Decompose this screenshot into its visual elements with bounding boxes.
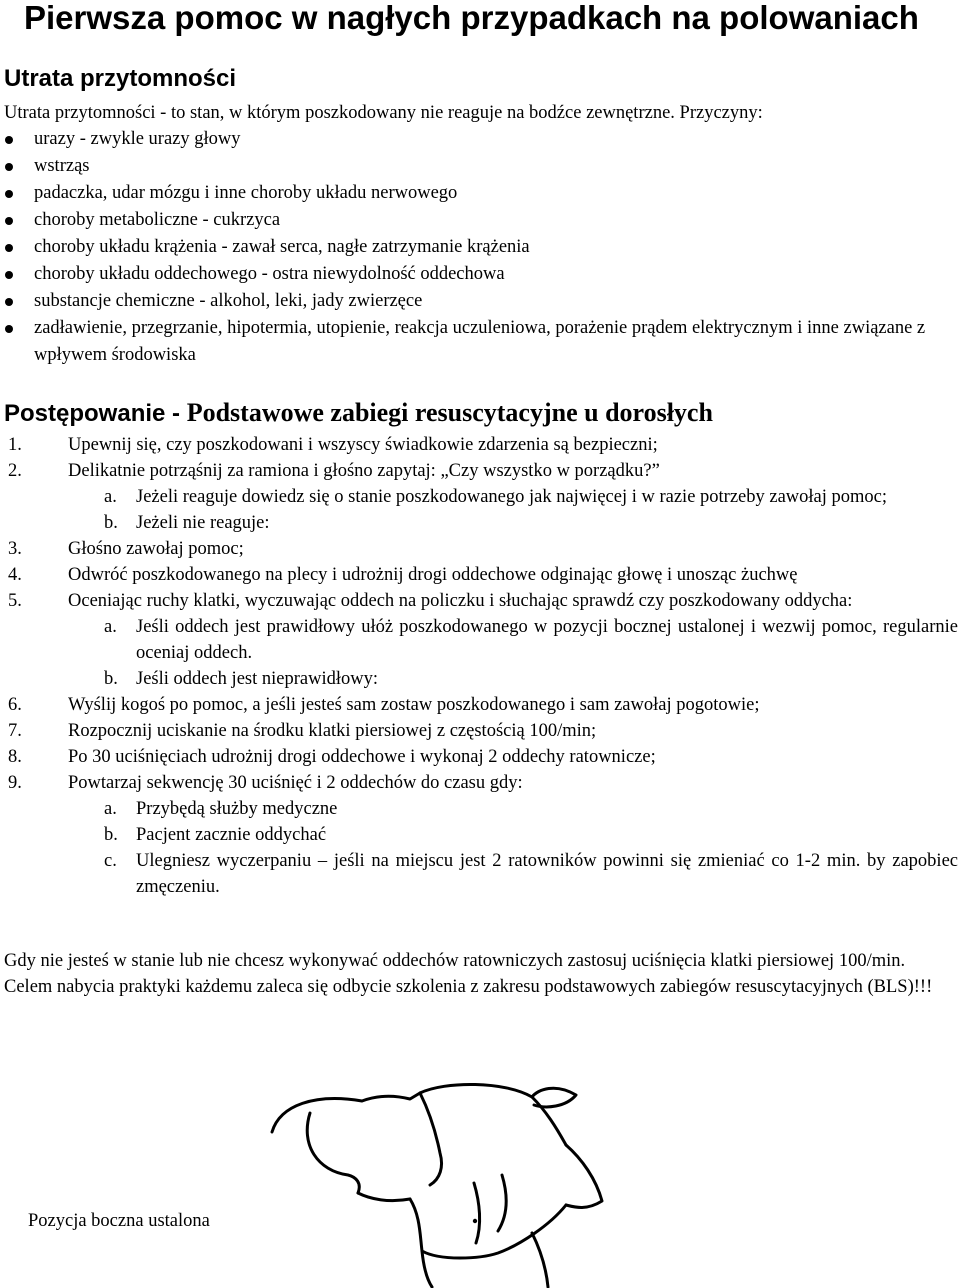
step-number: 4. <box>8 565 22 585</box>
section-heading-procedure <box>4 396 713 431</box>
cause-list-item: choroby układu krążenia - zawał serca, nagłe zatrzymanie krążenia <box>0 234 960 261</box>
cause-list-item: substancje chemiczne - alkohol, leki, jady zwierzęce <box>0 288 960 315</box>
procedure-step <box>0 588 960 614</box>
substep-letter: a. <box>104 617 117 637</box>
step-number: 3. <box>8 539 22 559</box>
note-paragraph: Celem nabycia praktyki każdemu zaleca się odbycie szkolenia z zakresu podstawowych zabiegów resuscytacyjnych (BLS)!!! <box>4 977 933 997</box>
procedure-substep <box>0 666 960 692</box>
procedure-substep <box>0 848 960 900</box>
substep-letter: c. <box>104 851 117 871</box>
step-text: Oceniając ruchy klatki, wyczuwając oddech na policzku i słuchając sprawdź czy poszkodowany oddycha: <box>68 591 853 611</box>
procedure-step <box>0 744 960 770</box>
cause-list-item: wstrząs <box>0 153 960 180</box>
procedure-steps-list <box>0 432 960 900</box>
procedure-substep <box>0 614 960 666</box>
substep-letter: b. <box>104 513 118 533</box>
heading-prefix: Postępowanie - <box>4 400 187 427</box>
causes-list <box>0 126 960 369</box>
substep-text: Jeżeli reaguje dowiedz się o stanie poszkodowanego jak najwięcej i w razie potrzeby zawołaj pomoc; <box>136 487 888 507</box>
substep-letter: b. <box>104 669 118 689</box>
step-text: Głośno zawołaj pomoc; <box>68 539 244 559</box>
substep-letter: a. <box>104 799 117 819</box>
step-number: 1. <box>8 435 22 455</box>
procedure-step <box>0 770 960 796</box>
step-number: 7. <box>8 721 22 741</box>
step-number: 2. <box>8 461 22 481</box>
notes-block <box>4 948 958 1000</box>
step-number: 6. <box>8 695 22 715</box>
procedure-step <box>0 536 960 562</box>
cause-list-item: choroby układu oddechowego - ostra niewydolność oddechowa <box>0 261 960 288</box>
recovery-position-illustration <box>270 1075 960 1288</box>
procedure-substep <box>0 484 960 510</box>
heading-bold: Podstawowe zabiegi resuscytacyjne u dorosłych <box>186 398 713 427</box>
page-title: Pierwsza pomoc w nagłych przypadkach na polowaniach <box>24 0 919 36</box>
step-text: Odwróć poszkodowanego na plecy i udrożnij drogi oddechowe odginając głowę i unosząc żuchwę <box>68 565 798 585</box>
figure-caption: Pozycja boczna ustalona <box>28 1211 210 1231</box>
substep-text: Ulegniesz wyczerpaniu – jeśli na miejscu jest 2 ratowników powinni się zmieniać co 1-2 min. by zapobiec zmęczeniu. <box>136 851 958 897</box>
step-text: Po 30 uciśnięciach udrożnij drogi oddechowe i wykonaj 2 oddechy ratownicze; <box>68 747 656 767</box>
substep-text: Pacjent zacznie oddychać <box>136 825 327 845</box>
step-text: Upewnij się, czy poszkodowani i wszyscy świadkowie zdarzenia są bezpieczni; <box>68 435 658 455</box>
procedure-substep <box>0 510 960 536</box>
step-number: 9. <box>8 773 22 793</box>
substep-letter: b. <box>104 825 118 845</box>
section-heading-unconsciousness: Utrata przytomności <box>4 65 237 92</box>
cause-list-item: urazy - zwykle urazy głowy <box>0 126 960 153</box>
procedure-step <box>0 432 960 458</box>
procedure-step <box>0 692 960 718</box>
substep-text: Jeżeli nie reaguje: <box>136 513 270 533</box>
procedure-substep <box>0 822 960 848</box>
procedure-step <box>0 458 960 484</box>
cause-list-item: zadławienie, przegrzanie, hipotermia, utopienie, reakcja uczuleniowa, porażenie prądem elektrycznym i inne związane z wpływem środowiska <box>0 315 960 369</box>
procedure-step <box>0 718 960 744</box>
substep-text: Jeśli oddech jest prawidłowy ułóż poszkodowanego w pozycji bocznej ustalonej i wezwij pomoc, regularnie oceniaj oddech. <box>136 617 958 663</box>
substep-text: Przybędą służby medyczne <box>136 799 338 819</box>
substep-text: Jeśli oddech jest nieprawidłowy: <box>136 669 378 689</box>
step-number: 5. <box>8 591 22 611</box>
step-text: Powtarzaj sekwencję 30 uciśnięć i 2 oddechów do czasu gdy: <box>68 773 523 793</box>
intro-paragraph: Utrata przytomności - to stan, w którym poszkodowany nie reaguje na bodźce zewnętrzne. Przyczyny: <box>4 103 763 123</box>
cause-list-item: padaczka, udar mózgu i inne choroby układu nerwowego <box>0 180 960 207</box>
step-text: Rozpocznij uciskanie na środku klatki piersiowej z częstością 100/min; <box>68 721 597 741</box>
step-text: Wyślij kogoś po pomoc, a jeśli jesteś sam zostaw poszkodowanego i sam zawołaj pogotowie; <box>68 695 760 715</box>
substep-letter: a. <box>104 487 117 507</box>
procedure-step <box>0 562 960 588</box>
cause-list-item: choroby metaboliczne - cukrzyca <box>0 207 960 234</box>
procedure-substep <box>0 796 960 822</box>
note-paragraph: Gdy nie jesteś w stanie lub nie chcesz wykonywać oddechów ratowniczych zastosuj uciśnięcia klatki piersiowej 100/min. <box>4 951 906 971</box>
step-number: 8. <box>8 747 22 767</box>
step-text: Delikatnie potrząśnij za ramiona i głośno zapytaj: „Czy wszystko w porządku?” <box>68 461 660 481</box>
